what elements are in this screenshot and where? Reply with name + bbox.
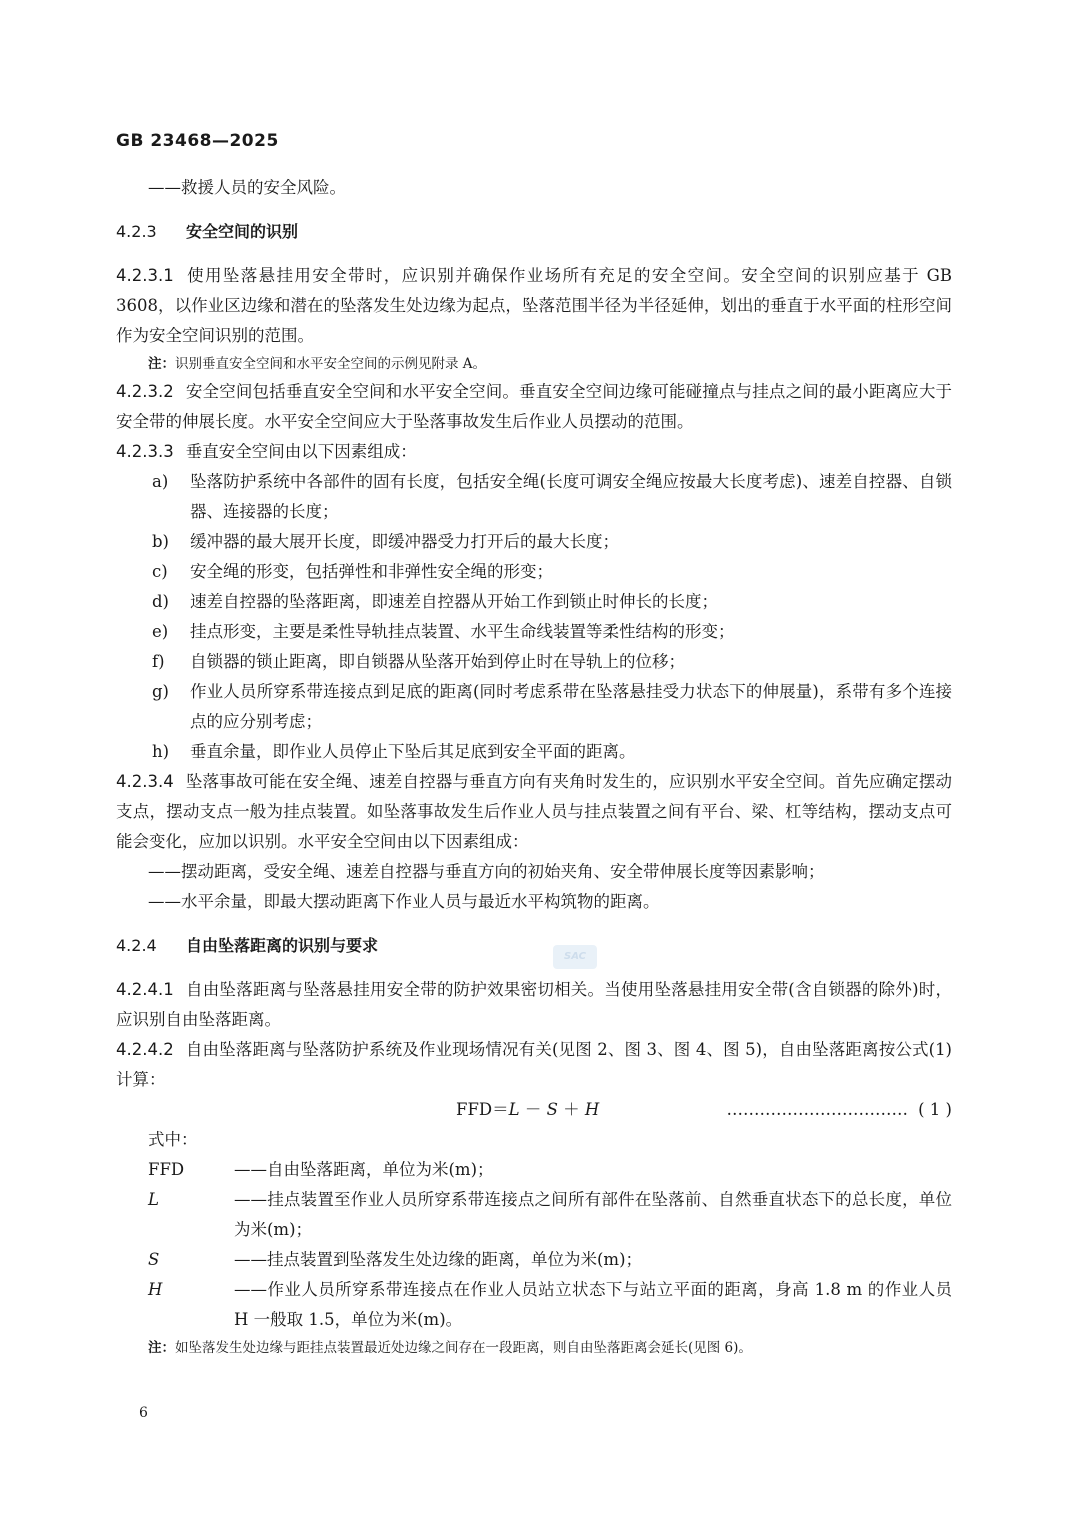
- clause-text: 使用坠落悬挂用安全带时，应识别并确保作业场所有充足的安全空间。安全空间的识别应基于 GB 3608，以作业区边缘和潜在的坠落发生处边缘为起点，坠落范围半径为半径延伸，划出的垂直于水平面的柱形空间作为安全空间识别的范围。: [116, 266, 952, 345]
- clause-4-2-4-1: [116, 975, 952, 1035]
- definition-text: ——自由坠落距离，单位为米(m)；: [234, 1160, 494, 1179]
- definition-symbol: S: [148, 1250, 160, 1269]
- list-item: [116, 737, 952, 767]
- list-marker: a): [152, 472, 169, 491]
- standard-code: GB 23468—2025: [116, 131, 279, 151]
- clause-number: 4.2.4.2: [116, 1040, 174, 1059]
- note-2: [116, 1335, 952, 1361]
- formula-op-plus: ＋: [557, 1100, 585, 1119]
- clause-4-2-3-4: [116, 767, 952, 857]
- list-marker: f): [152, 652, 165, 671]
- list-item: [116, 677, 952, 737]
- vertical-space-factor-list: [116, 467, 952, 767]
- dash-item-horizontal-margin: ——水平余量，即最大摆动距离下作业人员与最近水平构筑物的距离。: [148, 892, 660, 911]
- note-text: 如坠落发生处边缘与距挂点装置最近处边缘之间存在一段距离，则自由坠落距离会延长(见图 6)。: [175, 1340, 752, 1356]
- list-marker: e): [152, 622, 169, 641]
- where-label: 式中：: [148, 1130, 198, 1149]
- clause-number: 4.2.3.3: [116, 442, 174, 461]
- note-label: 注：: [148, 356, 175, 372]
- list-marker: b): [152, 532, 169, 551]
- clause-4-2-3-1: [116, 261, 952, 351]
- formula-expression: [456, 1095, 599, 1125]
- formula-lhs: FFD＝: [456, 1100, 509, 1119]
- list-item-text: 坠落防护系统中各部件的固有长度，包括安全绳(长度可调安全绳应按最大长度考虑)、速差自控器、自锁器、连接器的长度；: [190, 472, 952, 521]
- list-marker: g): [152, 682, 169, 701]
- clause-text: 自由坠落距离与坠落防护系统及作业现场情况有关(见图 2、图 3、图 4、图 5)，自由坠落距离按公式(1)计算：: [116, 1040, 952, 1089]
- list-item: [116, 467, 952, 527]
- page-number: 6: [139, 1405, 148, 1421]
- list-marker: h): [152, 742, 170, 761]
- definition-s: [148, 1245, 952, 1275]
- definition-ffd: [148, 1155, 952, 1185]
- clause-number: 4.2.3.1: [116, 266, 174, 285]
- clause-number: 4.2.4.1: [116, 980, 174, 999]
- clause-4-2-3-3: [116, 437, 952, 467]
- section-title: 自由坠落距离的识别与要求: [186, 936, 379, 955]
- section-title: 安全空间的识别: [186, 222, 299, 241]
- clause-4-2-4-2: [116, 1035, 952, 1095]
- list-marker: c): [152, 562, 168, 581]
- dash-item-swing-distance: ——摆动距离，受安全绳、速差自控器与垂直方向的初始夹角、安全带伸展长度等因素影响；: [148, 862, 825, 881]
- definition-text: ——作业人员所穿系带连接点在作业人员站立状态下与站立平面的距离，身高 1.8 m 的作业人员 H 一般取 1.5，单位为米(m)。: [234, 1280, 952, 1329]
- list-item-text: 速差自控器的坠落距离，即速差自控器从开始工作到锁止时伸长的长度；: [190, 592, 718, 611]
- list-item-text: 缓冲器的最大展开长度，即缓冲器受力打开后的最大长度；: [190, 532, 619, 551]
- list-item: [116, 617, 952, 647]
- list-item-text: 垂直余量，即作业人员停止下坠后其足底到安全平面的距离。: [190, 742, 636, 761]
- variable-definitions: [116, 1155, 952, 1335]
- list-item: [116, 557, 952, 587]
- note-label: 注：: [148, 1340, 175, 1356]
- list-item-text: 自锁器的锁止距离，即自锁器从坠落开始到停止时在导轨上的位移；: [190, 652, 685, 671]
- formula-var-h: H: [584, 1100, 600, 1119]
- definition-symbol: FFD: [148, 1160, 185, 1179]
- clause-text: 垂直安全空间由以下因素组成：: [185, 442, 417, 461]
- note-1: [116, 351, 952, 377]
- list-item-text: 安全绳的形变，包括弹性和非弹性安全绳的形变；: [190, 562, 553, 581]
- formula-var-s: S: [546, 1100, 558, 1119]
- list-item: [116, 587, 952, 617]
- clause-text: 自由坠落距离与坠落悬挂用安全带的防护效果密切相关。当使用坠落悬挂用安全带(含自锁器的除外)时，应识别自由坠落距离。: [116, 980, 952, 1029]
- clause-number: 4.2.3.4: [116, 772, 174, 791]
- definition-symbol: L: [148, 1190, 159, 1209]
- list-marker: d): [152, 592, 169, 611]
- sac-watermark-logo: SAC: [553, 945, 597, 969]
- clause-text: 坠落事故可能在安全绳、速差自控器与垂直方向有夹角时发生的，应识别水平安全空间。首先应确定摆动支点，摆动支点一般为挂点装置。如坠落事故发生后作业人员与挂点装置之间有平台、梁、杠等结构，摆动支点可能会变化，应加以识别。水平安全空间由以下因素组成：: [116, 772, 952, 851]
- section-heading-4-2-3: [116, 217, 952, 247]
- formula-number: ( 1 ): [918, 1100, 952, 1119]
- list-item-text: 作业人员所穿系带连接点到足底的距离(同时考虑系带在坠落悬挂受力状态下的伸展量)，系带有多个连接点的应分别考虑；: [190, 682, 952, 731]
- clause-text: 安全空间包括垂直安全空间和水平安全空间。垂直安全空间边缘可能碰撞点与挂点之间的最小距离应大于安全带的伸展长度。水平安全空间应大于坠落事故发生后作业人员摆动的范围。: [116, 382, 952, 431]
- document-body: [116, 173, 952, 1361]
- definition-text: ——挂点装置到坠落发生处边缘的距离，单位为米(m)；: [234, 1250, 643, 1269]
- list-item: [116, 527, 952, 557]
- list-item-text: 挂点形变，主要是柔性导轨挂点装置、水平生命线装置等柔性结构的形变；: [190, 622, 735, 641]
- formula-op-minus: －: [519, 1100, 547, 1119]
- clause-number: 4.2.3.2: [116, 382, 174, 401]
- definition-symbol: H: [148, 1280, 163, 1299]
- clause-4-2-3-2: [116, 377, 952, 437]
- definition-text: ——挂点装置至作业人员所穿系带连接点之间所有部件在坠落前、自然垂直状态下的总长度，单位为米(m)；: [234, 1190, 952, 1239]
- formula-var-l: L: [508, 1100, 520, 1119]
- list-item: [116, 647, 952, 677]
- intro-dash-item: ——救援人员的安全风险。: [148, 178, 346, 197]
- definition-l: [148, 1185, 952, 1245]
- definition-h: [148, 1275, 952, 1335]
- formula-1: [116, 1095, 952, 1125]
- section-heading-4-2-4: [116, 931, 952, 961]
- formula-leader-dots: ……………………………: [726, 1100, 908, 1119]
- section-number: 4.2.3: [116, 222, 157, 241]
- note-text: 识别垂直安全空间和水平安全空间的示例见附录 A。: [175, 356, 487, 372]
- section-number: 4.2.4: [116, 936, 157, 955]
